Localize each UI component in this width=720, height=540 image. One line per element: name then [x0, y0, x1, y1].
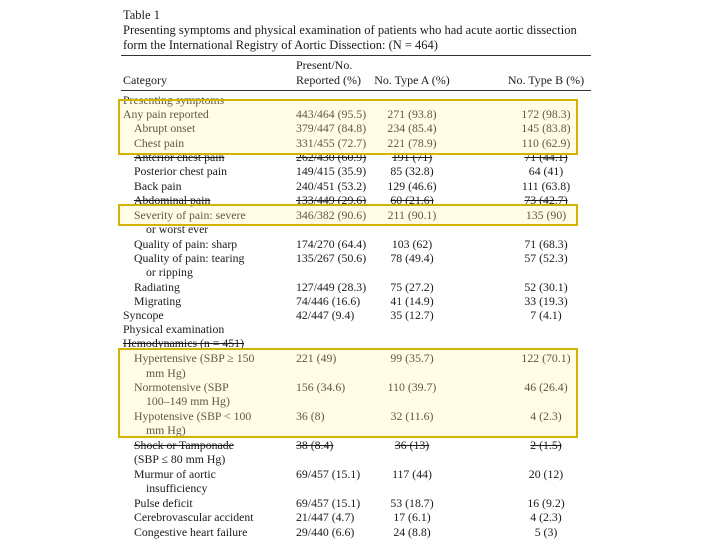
- row-type-a: 32 (11.6): [390, 409, 434, 423]
- row-type-b: 4 (2.3): [530, 409, 562, 423]
- row-type-b: 5 (3): [534, 525, 558, 539]
- row-category: Hemodynamics (n = 451): [123, 336, 244, 350]
- row-type-b: 73 (42.7): [524, 193, 568, 207]
- highlight-box-pain: [118, 99, 578, 155]
- row-present: 156 (34.6): [296, 380, 346, 394]
- row-category: mm Hg): [146, 366, 186, 380]
- row-present: 240/451 (53.2): [296, 179, 367, 193]
- row-type-b: 2 (1.5): [530, 438, 562, 452]
- header-type-a: No. Type A (%): [374, 73, 450, 87]
- row-type-a: 99 (35.7): [390, 351, 434, 365]
- row-present: 262/430 (60.9): [296, 150, 367, 164]
- row-type-b: 7 (4.1): [530, 308, 562, 322]
- row-category: Abdominal pain: [134, 193, 211, 207]
- row-type-a: 75 (27.2): [390, 280, 434, 294]
- header-category: Category: [123, 73, 167, 87]
- row-present: 174/270 (64.4): [296, 237, 367, 251]
- row-present: 36 (8): [296, 409, 325, 423]
- table-row: [0, 510, 720, 525]
- highlight-box-hemodynamics: [118, 348, 578, 438]
- row-type-a: 85 (32.8): [390, 164, 434, 178]
- row-type-a: 129 (46.6): [387, 179, 437, 193]
- table-row: [0, 308, 720, 323]
- row-present: 149/415 (35.9): [296, 164, 367, 178]
- row-category: Posterior chest pain: [134, 164, 228, 178]
- row-category: Quality of pain: sharp: [134, 237, 238, 251]
- row-type-a: 36 (13): [394, 438, 430, 452]
- row-category: mm Hg): [146, 423, 186, 437]
- row-category: Pulse deficit: [134, 496, 193, 510]
- row-type-a: 60 (21.6): [390, 193, 434, 207]
- table-row: [0, 164, 720, 179]
- row-category: Migrating: [134, 294, 182, 308]
- table-row: [0, 280, 720, 295]
- row-present: 38 (8.4): [296, 438, 334, 452]
- header-type-b: No. Type B (%): [507, 73, 585, 87]
- row-type-a: 24 (8.8): [393, 525, 431, 539]
- row-category: Cerebrovascular accident: [134, 510, 254, 524]
- table-row: [0, 294, 720, 309]
- row-category: Hypotensive (SBP < 100: [134, 409, 252, 423]
- row-category: Chest pain: [134, 136, 185, 150]
- table-row: [0, 481, 720, 496]
- row-present: 221 (49): [296, 351, 337, 365]
- table-row: [0, 322, 720, 337]
- row-category: Hypertensive (SBP ≥ 150: [134, 351, 255, 365]
- row-type-b: 145 (83.8): [521, 121, 571, 135]
- row-type-a: 17 (6.1): [393, 510, 431, 524]
- row-category: insufficiency: [146, 481, 208, 495]
- row-type-a: 41 (14.9): [390, 294, 434, 308]
- row-type-b: 71 (68.3): [524, 237, 568, 251]
- table-caption: Presenting symptoms and physical examination of patients who had acute aortic dissection form the International Registry of Aortic Dissection: (N = 464): [123, 23, 577, 52]
- table-label: Table 1: [123, 8, 160, 22]
- row-type-b: 52 (30.1): [524, 280, 568, 294]
- table-row: [0, 525, 720, 540]
- row-type-a: 103 (62): [391, 237, 433, 251]
- row-present: 29/440 (6.6): [296, 525, 355, 539]
- table-row: [0, 237, 720, 252]
- header-present-line1: Present/No.: [296, 58, 353, 72]
- row-type-a: 221 (78.9): [387, 136, 437, 150]
- header-rule: [121, 90, 591, 91]
- row-type-a: 191 (71): [391, 150, 433, 164]
- table-row: [0, 467, 720, 482]
- table-row: [0, 251, 720, 266]
- row-category: Severity of pain: severe: [134, 208, 246, 222]
- row-category: Syncope: [123, 308, 164, 322]
- row-category: Physical examination: [123, 322, 225, 336]
- table-row: [0, 452, 720, 467]
- row-type-b: 135 (90): [525, 208, 567, 222]
- row-type-b: 16 (9.2): [527, 496, 565, 510]
- row-present: 379/447 (84.8): [296, 121, 367, 135]
- row-category: Presenting symptoms: [123, 93, 225, 107]
- table-row: [0, 438, 720, 453]
- table-row: [0, 496, 720, 511]
- header-present-line2: Reported (%): [296, 73, 361, 87]
- row-present: 21/447 (4.7): [296, 510, 355, 524]
- row-present: 69/457 (15.1): [296, 467, 361, 481]
- row-present: 127/449 (28.3): [296, 280, 367, 294]
- row-present: 69/457 (15.1): [296, 496, 361, 510]
- row-present: 133/449 (29.6): [296, 193, 367, 207]
- row-type-b: 64 (41): [528, 164, 564, 178]
- row-type-b: 172 (98.3): [521, 107, 571, 121]
- row-category: Radiating: [134, 280, 180, 294]
- row-category: or ripping: [146, 265, 193, 279]
- row-category: 100–149 mm Hg): [146, 394, 230, 408]
- row-category: Abrupt onset: [134, 121, 196, 135]
- row-type-b: 46 (26.4): [524, 380, 568, 394]
- row-type-a: 53 (18.7): [390, 496, 434, 510]
- row-category: (SBP ≤ 80 mm Hg): [134, 452, 226, 466]
- row-type-a: 271 (93.8): [387, 107, 437, 121]
- row-present: 74/446 (16.6): [296, 294, 361, 308]
- row-category: Congestive heart failure: [134, 525, 248, 539]
- row-type-a: 78 (49.4): [390, 251, 434, 265]
- row-category: Any pain reported: [123, 107, 209, 121]
- row-type-a: 234 (85.4): [387, 121, 437, 135]
- table-row: [0, 265, 720, 280]
- row-type-b: 71 (44.1): [524, 150, 568, 164]
- row-present: 346/382 (90.6): [296, 208, 367, 222]
- row-category: Shock or Tamponade: [134, 438, 234, 452]
- row-present: 331/455 (72.7): [296, 136, 367, 150]
- row-type-a: 35 (12.7): [390, 308, 434, 322]
- highlight-box-severity: [118, 204, 578, 226]
- row-type-a: 211 (90.1): [387, 208, 437, 222]
- row-present: 42/447 (9.4): [296, 308, 355, 322]
- row-present: 443/464 (95.5): [296, 107, 367, 121]
- top-rule: [121, 55, 591, 56]
- row-type-a: 117 (44): [392, 467, 432, 481]
- row-category: Normotensive (SBP: [134, 380, 229, 394]
- row-category: Back pain: [134, 179, 182, 193]
- row-category: Anterior chest pain: [134, 150, 225, 164]
- table-row: [0, 179, 720, 194]
- row-type-b: 57 (52.3): [524, 251, 568, 265]
- row-type-b: 122 (70.1): [521, 351, 571, 365]
- row-present: 135/267 (50.6): [296, 251, 367, 265]
- row-category: or worst ever: [146, 222, 209, 236]
- row-type-a: 110 (39.7): [387, 380, 437, 394]
- row-category: Murmur of aortic: [134, 467, 216, 481]
- row-type-b: 110 (62.9): [521, 136, 571, 150]
- row-type-b: 20 (12): [528, 467, 564, 481]
- row-type-b: 4 (2.3): [530, 510, 562, 524]
- row-category: Quality of pain: tearing: [134, 251, 245, 265]
- row-type-b: 111 (63.8): [521, 179, 571, 193]
- row-type-b: 33 (19.3): [524, 294, 568, 308]
